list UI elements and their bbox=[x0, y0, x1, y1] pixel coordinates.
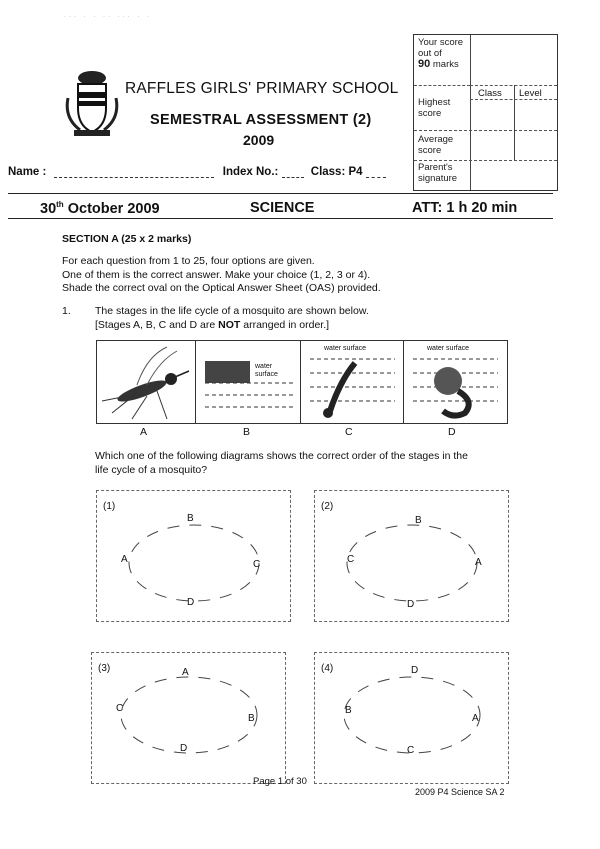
cycle-bottom-letter: C bbox=[407, 745, 415, 756]
stage-a-adult-mosquito bbox=[97, 341, 196, 423]
scan-noise: ··· · · ·· ··· · · bbox=[64, 14, 152, 20]
section-title: SECTION A (25 x 2 marks) bbox=[62, 233, 192, 245]
student-info-line bbox=[8, 165, 386, 178]
option-1-diagram[interactable] bbox=[96, 490, 291, 622]
your-score-label: Your score out of 90 marks bbox=[418, 37, 464, 70]
stage-letter-c: C bbox=[345, 426, 353, 438]
adult-mosquito-icon bbox=[97, 341, 195, 423]
exam-date: 30th October 2009 bbox=[40, 200, 160, 217]
top-rule bbox=[8, 193, 553, 194]
cycle-right-letter: A bbox=[472, 713, 479, 724]
cycle-bottom-letter: D bbox=[180, 743, 188, 754]
cycle-right-letter: C bbox=[253, 559, 261, 570]
question-stem: The stages in the life cycle of a mosquito are shown below. [Stages A, B, C and D are NOT arranged in order.] bbox=[95, 305, 369, 331]
class-column-header: Class bbox=[478, 88, 502, 99]
cycle-top-letter: B bbox=[187, 513, 194, 524]
cycle-left-letter: A bbox=[121, 554, 128, 565]
stage-c-larva: water surface bbox=[300, 341, 404, 423]
option-label: (1) bbox=[103, 501, 116, 512]
option-2-diagram[interactable] bbox=[314, 490, 509, 622]
life-cycle-stages-figure bbox=[96, 340, 508, 424]
option-label: (3) bbox=[98, 663, 111, 674]
exam-year: 2009 bbox=[243, 132, 275, 148]
header-rule bbox=[8, 218, 553, 219]
pupa-icon bbox=[403, 341, 507, 423]
subject: SCIENCE bbox=[250, 200, 315, 216]
cycle-left-letter: C bbox=[347, 554, 355, 565]
cycle-right-letter: A bbox=[475, 557, 482, 568]
level-column-header: Level bbox=[519, 88, 542, 99]
highest-score-label: Highest score bbox=[418, 97, 451, 119]
page-number: Page 1 of 30 bbox=[253, 776, 307, 787]
stage-d-pupa: water surface bbox=[403, 341, 507, 423]
time-allowed: ATT: 1 h 20 min bbox=[412, 200, 518, 216]
paper-code: 2009 P4 Science SA 2 bbox=[415, 787, 505, 797]
cycle-bottom-letter: D bbox=[407, 599, 415, 610]
index-field[interactable] bbox=[282, 165, 304, 178]
stage-letter-d: D bbox=[448, 426, 456, 438]
cycle-top-letter: A bbox=[182, 667, 189, 678]
stage-b-eggs: water surface bbox=[195, 341, 301, 423]
index-label: Index No.: bbox=[222, 166, 279, 178]
stage-letter-a: A bbox=[140, 426, 148, 438]
score-box bbox=[413, 34, 558, 191]
name-label: Name : bbox=[8, 166, 47, 178]
name-field[interactable] bbox=[54, 165, 214, 178]
cycle-bottom-letter: D bbox=[187, 597, 195, 608]
parent-signature-label: Parent's signature bbox=[418, 162, 458, 184]
option-label: (4) bbox=[321, 663, 334, 674]
school-name: RAFFLES GIRLS' PRIMARY SCHOOL bbox=[125, 80, 399, 97]
class-label: Class: P4 bbox=[310, 166, 363, 178]
cycle-right-letter: B bbox=[248, 713, 255, 724]
option-3-diagram[interactable] bbox=[91, 652, 286, 784]
cycle-top-letter: D bbox=[411, 665, 419, 676]
cycle-left-letter: C bbox=[116, 703, 124, 714]
instructions: For each question from 1 to 25, four options are given. One of them is the correct answer. Make your choice (1, 2, 3 or 4). Shade the correct oval on the Optical Answer Sheet (OAS) provided. bbox=[62, 255, 381, 294]
larva-icon bbox=[300, 341, 403, 423]
option-4-diagram[interactable] bbox=[314, 652, 509, 784]
cycle-left-letter: B bbox=[345, 705, 352, 716]
exam-title: SEMESTRAL ASSESSMENT (2) bbox=[150, 112, 372, 128]
stage-letter-b: B bbox=[243, 426, 251, 438]
option-label: (2) bbox=[321, 501, 334, 512]
cycle-top-letter: B bbox=[415, 515, 422, 526]
class-field[interactable] bbox=[366, 165, 386, 178]
average-score-label: Average score bbox=[418, 134, 454, 156]
question-number: 1. bbox=[62, 305, 71, 317]
school-crest-logo bbox=[62, 68, 122, 138]
question-prompt: Which one of the following diagrams shows the correct order of the stages in the life cycle of a mosquito? bbox=[95, 450, 468, 476]
egg-raft-icon bbox=[195, 341, 300, 423]
